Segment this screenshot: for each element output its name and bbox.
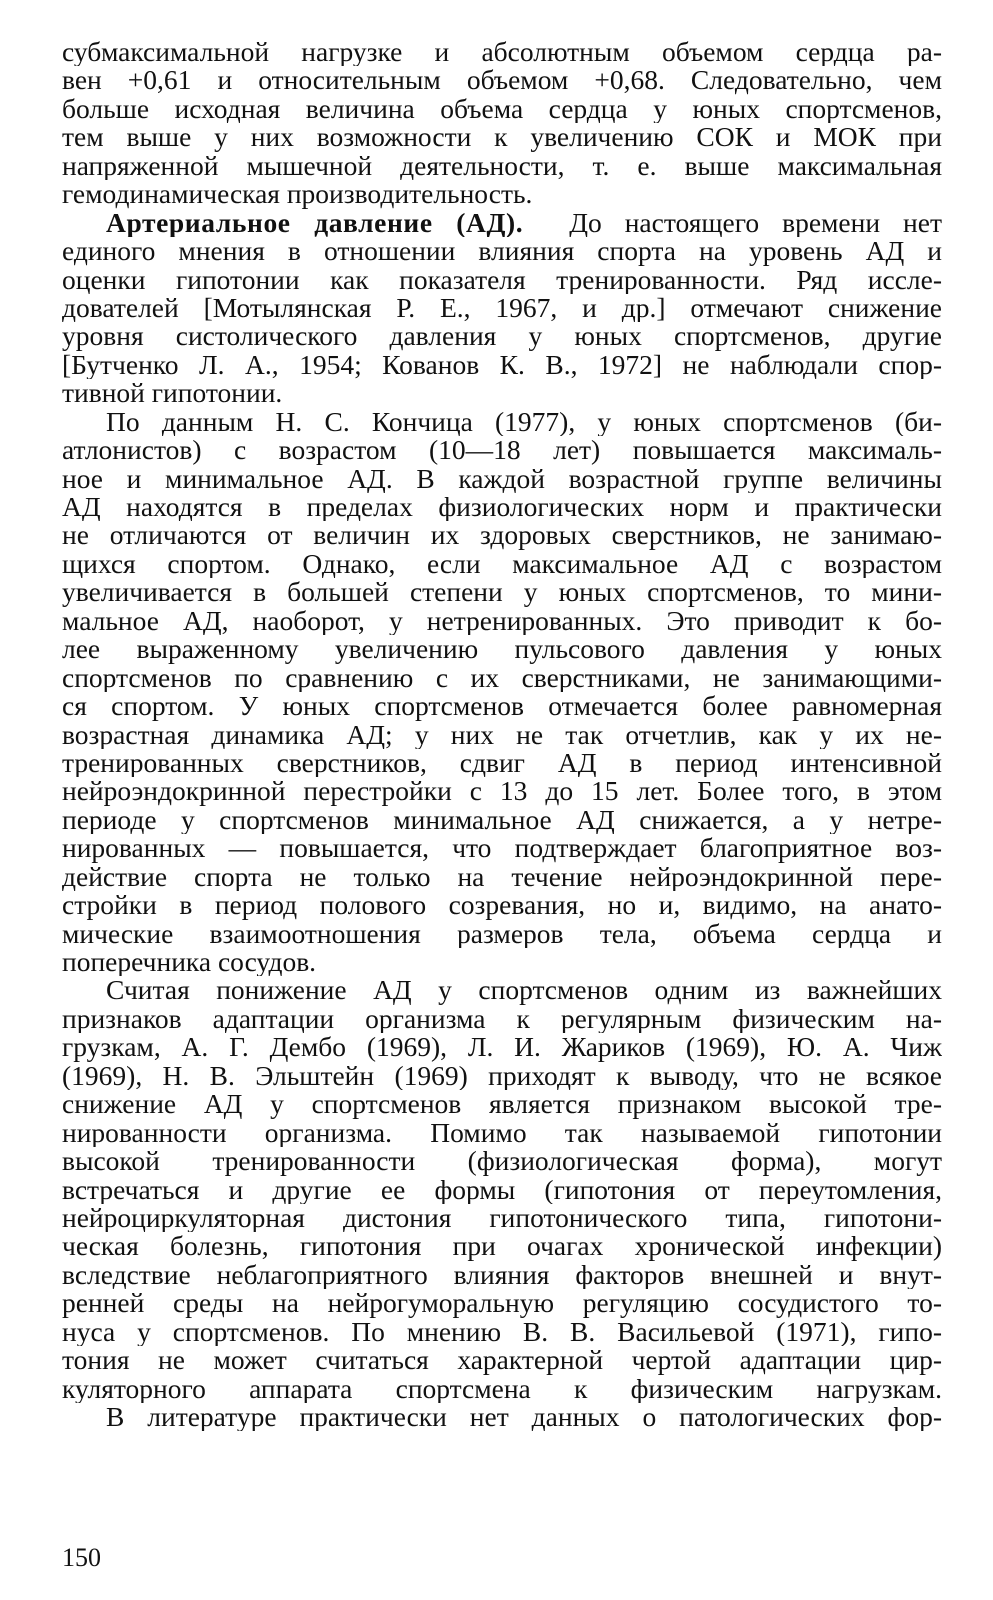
text-line: атлонистов) с возрастом (10—18 лет) повышается максималь- — [62, 436, 942, 465]
text-line: вен +0,61 и относительным объемом +0,68. Следовательно, чем — [62, 66, 942, 95]
text-line: признаков адаптации организма к регулярным физическим на- — [62, 1004, 942, 1034]
document-page — [62, 38, 942, 1431]
text-line: вследствие неблагоприятного влияния факторов внешней и внут- — [62, 1260, 942, 1290]
text-line: стройки в период полового созревания, но и, видимо, на анато- — [62, 891, 942, 920]
text-line: ное и минимальное АД. В каждой возрастной группе величины — [62, 464, 942, 493]
text-line: единого мнения в отношении влияния спорта на уровень АД и — [62, 237, 942, 266]
paragraph-4 — [62, 976, 942, 1403]
text-line: ся спортом. У юных спортсменов отмечается более равномерная — [62, 692, 942, 721]
text-line: спортсменов по сравнению с их сверстниками, не занимающими- — [62, 663, 942, 693]
paragraph-2 — [62, 209, 942, 408]
text-line: уровня систолического давления у юных спортсменов, другие — [62, 322, 942, 351]
text-line: В литературе практически нет данных о патологических фор- — [106, 1403, 942, 1432]
text-line — [62, 209, 942, 237]
text-line: ческая болезнь, гипотония при очагах хронической инфекции) — [62, 1232, 942, 1261]
text-line: тивной гипотонии. — [62, 379, 283, 408]
text-line: нуса у спортсменов. По мнению В. В. Васильевой (1971), гипо- — [62, 1317, 942, 1347]
text-line: нированных — повышается, что подтверждает благоприятное воз- — [62, 834, 942, 863]
text-line: увеличивается в большей степени у юных спортсменов, то мини- — [62, 578, 942, 607]
text-line: тем выше у них возможности к увеличению СОК и МОК при — [62, 123, 942, 152]
text-line: [Бутченко Л. А., 1954; Кованов К. В., 1972] не наблюдали спор- — [62, 350, 942, 380]
paragraph-3 — [62, 408, 942, 977]
text-line: действие спорта не только на течение нейроэндокринной пере- — [62, 862, 942, 892]
text-line: грузкам, А. Г. Дембо (1969), Л. И. Жариков (1969), Ю. А. Чиж — [62, 1033, 942, 1062]
text-line: больше исходная величина объема сердца у юных спортсменов, — [62, 94, 942, 124]
text-line: щихся спортом. Однако, если максимальное АД с возрастом — [62, 549, 942, 579]
text-line: напряженной мышечной деятельности, т. е. выше максимальная — [62, 151, 942, 181]
text-line: мальное АД, наоборот, у нетренированных. Это приводит к бо- — [62, 606, 942, 636]
text-line: поперечника сосудов. — [62, 948, 317, 977]
text-line: высокой тренированности (физиологическая форма), могут — [62, 1147, 942, 1176]
text-line: нированности организма. Помимо так называемой гипотонии — [62, 1118, 942, 1148]
text-line: встречаться и другие ее формы (гипотония от переутомления, — [62, 1175, 942, 1204]
paragraph-5 — [62, 1403, 942, 1431]
text-line: снижение АД у спортсменов является признаком высокой тре- — [62, 1090, 942, 1119]
text-line: гемодинамическая производительность. — [62, 180, 533, 209]
text-line: нейроэндокринной перестройки с 13 до 15 лет. Более того, в этом — [62, 777, 942, 806]
text-line: возрастная динамика АД; у них не так отчетлив, как у их не- — [62, 720, 942, 749]
text-line: лее выраженному увеличению пульсового давления у юных — [62, 635, 942, 664]
text-line: нейроциркуляторная дистония гипотонического типа, гипотони- — [62, 1203, 942, 1233]
text-line: дователей [Мотылянская Р. Е., 1967, и др.] отмечают снижение — [62, 293, 942, 323]
paragraph-1 — [62, 38, 942, 209]
text-line: тония не может считаться характерной чертой адаптации цир- — [62, 1346, 942, 1375]
text-line: субмаксимальной нагрузке и абсолютным объемом сердца ра- — [62, 38, 942, 67]
text-line: периоде у спортсменов минимальное АД снижается, а у нетре- — [62, 805, 942, 835]
text-line: Считая понижение АД у спортсменов одним из важнейших — [106, 976, 942, 1005]
text-line: тренированных сверстников, сдвиг АД в период интенсивной — [62, 748, 942, 778]
text-line: По данным Н. С. Кончица (1977), у юных спортсменов (би- — [106, 407, 942, 437]
text-run: До настоящего времени нет — [569, 208, 942, 238]
text-line: АД находятся в пределах физиологических норм и практически — [62, 493, 942, 522]
text-line: куляторного аппарата спортсмена к физическим нагрузкам. — [62, 1374, 942, 1403]
section-heading: Артериальное давление (АД). — [106, 208, 524, 238]
text-line: не отличаются от величин их здоровых сверстников, не занимаю- — [62, 521, 942, 550]
text-line: (1969), Н. В. Эльштейн (1969) приходят к выводу, что не всякое — [62, 1061, 942, 1091]
text-line: мические взаимоотношения размеров тела, объема сердца и — [62, 919, 942, 948]
page-number: 150 — [62, 1543, 101, 1572]
text-line: ренней среды на нейрогуморальную регуляцию сосудистого то- — [62, 1289, 942, 1318]
text-line: оценки гипотонии как показателя тренированности. Ряд иссле- — [62, 265, 942, 294]
